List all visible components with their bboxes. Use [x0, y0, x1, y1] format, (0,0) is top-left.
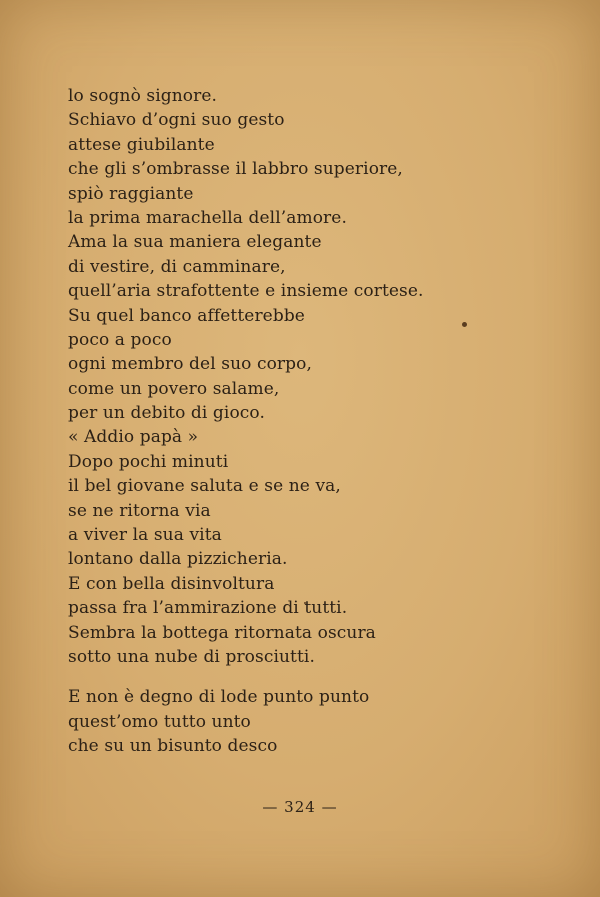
poem-line: di vestire, di camminare,	[68, 256, 286, 277]
poem-line: lo sognò signore.	[68, 86, 218, 106]
poem-line: quell’aria strafottente e insieme cortese.	[68, 281, 424, 302]
poem-line: attese giubilante	[68, 134, 215, 155]
poem-line: Schiavo d’ogni suo gesto	[68, 110, 285, 131]
poem-line: E con bella disinvoltura	[68, 573, 275, 594]
poem-line: lontano dalla pizzicheria.	[68, 549, 288, 570]
stanza-2	[68, 685, 424, 758]
stanza-1	[68, 84, 424, 669]
stanza-break	[68, 669, 424, 685]
poem-line: se ne ritorna via	[68, 500, 211, 521]
poem-line: Dopo pochi minuti	[68, 451, 229, 472]
poem-line: Ama la sua maniera elegante	[68, 232, 322, 253]
poem-line: E non è degno di lode punto punto	[68, 687, 370, 708]
page-number: — 324 —	[262, 798, 338, 816]
poem-line: Sembra la bottega ritornata oscura	[68, 622, 376, 643]
poem-line: a viver la sua vita	[68, 525, 222, 546]
poem-line: sotto una nube di prosciutti.	[68, 646, 315, 667]
poem-line: passa fra l’ammirazione di tutti.	[68, 598, 348, 619]
poem-line: il bel giovane saluta e se ne va,	[68, 476, 341, 497]
poem-line: Su quel banco affetterebbe	[68, 305, 305, 326]
poem-line: quest’omo tutto unto	[68, 711, 251, 732]
poem-line: « Addio papà »	[68, 427, 199, 448]
poem-line: spiò raggiante	[68, 183, 194, 204]
poem-line: come un povero salame,	[68, 378, 280, 399]
poem-line: la prima marachella dell’amore.	[68, 207, 347, 228]
ink-speck	[462, 322, 467, 327]
poem-text	[68, 84, 424, 759]
poem-line: che gli s’ombrasse il labbro superiore,	[68, 159, 403, 180]
poem-line: ogni membro del suo corpo,	[68, 354, 312, 375]
poem-line: per un debito di gioco.	[68, 403, 265, 424]
poem-line: che su un bisunto desco	[68, 736, 278, 757]
poem-line: poco a poco	[68, 329, 172, 350]
